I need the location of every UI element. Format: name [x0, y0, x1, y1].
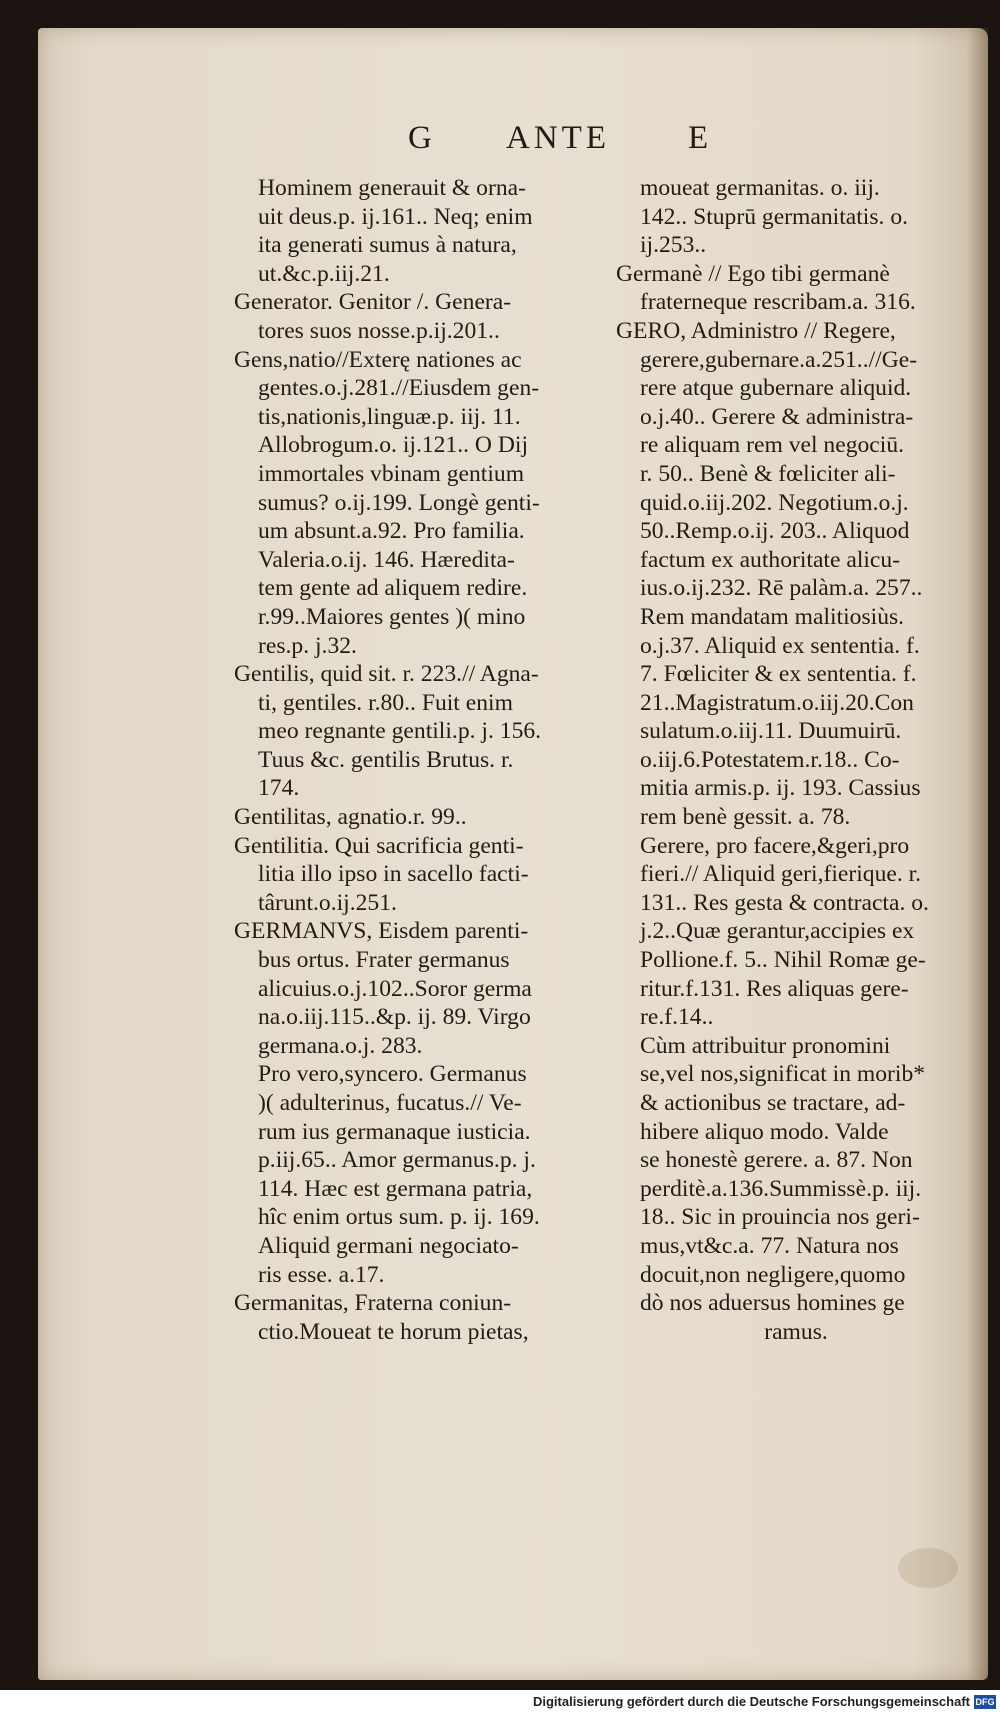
text-line: 50..Remp.o.ij. 203.. Aliquod [640, 518, 910, 545]
text-line: Gerere, pro facere,&geri,pro [640, 832, 910, 859]
text-line: ctio.Moueat te horum pietas, [258, 1318, 529, 1345]
text-line: Gentilis, quid sit. r. 223.// Agna- [234, 661, 539, 688]
text-line: re.f.14.. [640, 1004, 714, 1031]
text-line: tem gente ad aliquem redire. [258, 575, 528, 602]
text-line: sumus? o.ij.199. Longè genti- [258, 489, 540, 516]
text-line: ij.253.. [640, 232, 707, 259]
text-line: rere atque gubernare aliquid. [640, 375, 912, 402]
text-line: germana.o.j. 283. [258, 1032, 423, 1059]
text-line: bus ortus. Frater germanus [258, 947, 510, 974]
text-line: ritur.f.131. Res aliquas gere- [640, 975, 909, 1002]
text-line: Gentilitia. Qui sacrificia genti- [234, 832, 524, 859]
text-line: rem benè gessit. a. 78. [640, 804, 851, 831]
text-line: 18.. Sic in prouincia nos geri- [640, 1204, 920, 1231]
text-line: o.j.37. Aliquid ex sententia. f. [640, 632, 920, 659]
text-line: 21..Magistratum.o.iij.20.Con [640, 689, 914, 716]
footer-credit: Digitalisierung gefördert durch die Deutsche Forschungsgemeinschaft [532, 1694, 970, 1709]
text-line: docuit,non negligere,quomo [640, 1261, 906, 1288]
text-line: hîc enim ortus sum. p. ij. 169. [258, 1204, 540, 1231]
text-line: Gens,natio//Exterę nationes ac [234, 346, 522, 373]
text-line: târunt.o.ij.251. [258, 889, 397, 916]
text-line: o.iij.6.Potestatem.r.18.. Co- [640, 746, 900, 773]
text-line: dò nos aduersus homines ge [640, 1290, 905, 1317]
text-line: sulatum.o.iij.11. Duumuirū. [640, 718, 902, 745]
text-line: ti, gentiles. r.80.. Fuit enim [258, 689, 513, 716]
text-line: Cùm attribuitur pronomini [640, 1032, 891, 1059]
text-line: Pollione.f. 5.. Nihil Romæ ge- [640, 947, 926, 974]
text-line: Tuus &c. gentilis Brutus. r. [258, 746, 514, 773]
text-line: 131.. Res gesta & contracta. o. [640, 889, 929, 916]
text-line: r.99..Maiores gentes )( mino [258, 603, 526, 630]
text-line: Allobrogum.o. ij.121.. O Dij [258, 432, 529, 459]
text-line: Germanitas, Fraterna coniun- [234, 1290, 512, 1317]
right-column [616, 174, 976, 1346]
text-line: immortales vbinam gentium [258, 460, 525, 487]
text-line: fieri.// Aliquid geri,fierique. r. [640, 861, 922, 888]
text-line: quid.o.iij.202. Negotium.o.j. [640, 489, 909, 516]
text-line: mitia armis.p. ij. 193. Cassius [640, 775, 921, 802]
text-line: Pro vero,syncero. Germanus [258, 1061, 527, 1088]
text-line: o.j.40.. Gerere & administra- [640, 403, 914, 430]
text-line: se,vel nos,significat in morib* [640, 1061, 926, 1088]
text-line: factum ex authoritate alicu- [640, 546, 901, 573]
footer [0, 1690, 1000, 1716]
text-line: meo regnante gentili.p. j. 156. [258, 718, 542, 745]
text-line: ius.o.ij.232. Rē palàm.a. 257.. [640, 575, 923, 602]
text-line: rum ius germanaque iusticia. [258, 1118, 531, 1145]
text-line: moueat germanitas. o. iij. [640, 175, 880, 201]
text-line: 114. Hæc est germana patria, [258, 1175, 533, 1202]
text-line: gentes.o.j.281.//Eiusdem gen- [258, 375, 540, 402]
text-line: GERMANVS, Eisdem parenti- [234, 918, 529, 945]
text-line: um absunt.a.92. Pro familia. [258, 518, 525, 545]
text-line: perditè.a.136.Summissè.p. iij. [640, 1175, 922, 1202]
paper-stain [898, 1548, 958, 1588]
text-line: 174. [258, 775, 300, 802]
running-head [38, 120, 988, 164]
text-line: 142.. Stuprū germanitatis. o. [640, 203, 909, 230]
text-line: Germanè // Ego tibi germanè [616, 260, 890, 287]
text-line: ris esse. a.17. [258, 1261, 385, 1288]
text-line: litia illo ipso in sacello facti- [258, 861, 529, 888]
running-head-ante: ANTE [506, 120, 610, 156]
text-line: res.p. j.32. [258, 632, 357, 659]
text-line: se honestè gerere. a. 87. Non [640, 1147, 913, 1174]
text-line: tores suos nosse.p.ij.201.. [258, 317, 500, 344]
text-line: uit deus.p. ij.161.. Neq; enim [258, 203, 533, 230]
text-line: na.o.iij.115..&p. ij. 89. Virgo [258, 1004, 531, 1031]
text-line: gerere,gubernare.a.251..//Ge- [640, 346, 918, 373]
text-line: alicuius.o.j.102..Soror germa [258, 975, 532, 1002]
left-column [234, 174, 600, 1346]
text-line: ut.&c.p.iij.21. [258, 260, 390, 287]
text-line: )( adulterinus, fucatus.// Ve- [258, 1090, 522, 1116]
text-line: 7. Fœliciter & ex sententia. f. [640, 661, 917, 688]
text-line: hibere aliquo modo. Valde [640, 1118, 889, 1145]
text-line: Hominem generauit & orna- [258, 175, 526, 201]
dfg-logo-icon: DFG [975, 1697, 995, 1707]
text-line: Rem mandatam malitiosiùs. [640, 603, 905, 630]
text-line: Valeria.o.ij. 146. Hæredita- [258, 546, 515, 573]
running-head-e: E [688, 120, 713, 156]
text-line: p.iij.65.. Amor germanus.p. j. [258, 1147, 536, 1174]
text-line: r. 50.. Benè & fœliciter ali- [640, 460, 896, 487]
text-line: Aliquid germani negociato- [258, 1232, 519, 1259]
book-page [38, 28, 988, 1680]
text-line: mus,vt&c.a. 77. Natura nos [640, 1232, 899, 1259]
text-line: ita generati sumus à natura, [258, 232, 517, 259]
text-line: Generator. Genitor /. Genera- [234, 289, 512, 316]
text-line: fraterneque rescribam.a. 316. [640, 289, 916, 316]
running-head-g: G [408, 120, 436, 156]
text-line: & actionibus se tractare, ad- [640, 1090, 906, 1116]
text-line: ramus. [764, 1318, 828, 1345]
text-line: GERO, Administro // Regere, [616, 317, 896, 344]
text-line: re aliquam rem vel negociū. [640, 432, 905, 459]
text-line: j.2..Quæ gerantur,accipies ex [640, 918, 915, 945]
text-line: Gentilitas, agnatio.r. 99.. [234, 804, 467, 831]
text-line: tis,nationis,linguæ.p. iij. 11. [258, 403, 521, 430]
